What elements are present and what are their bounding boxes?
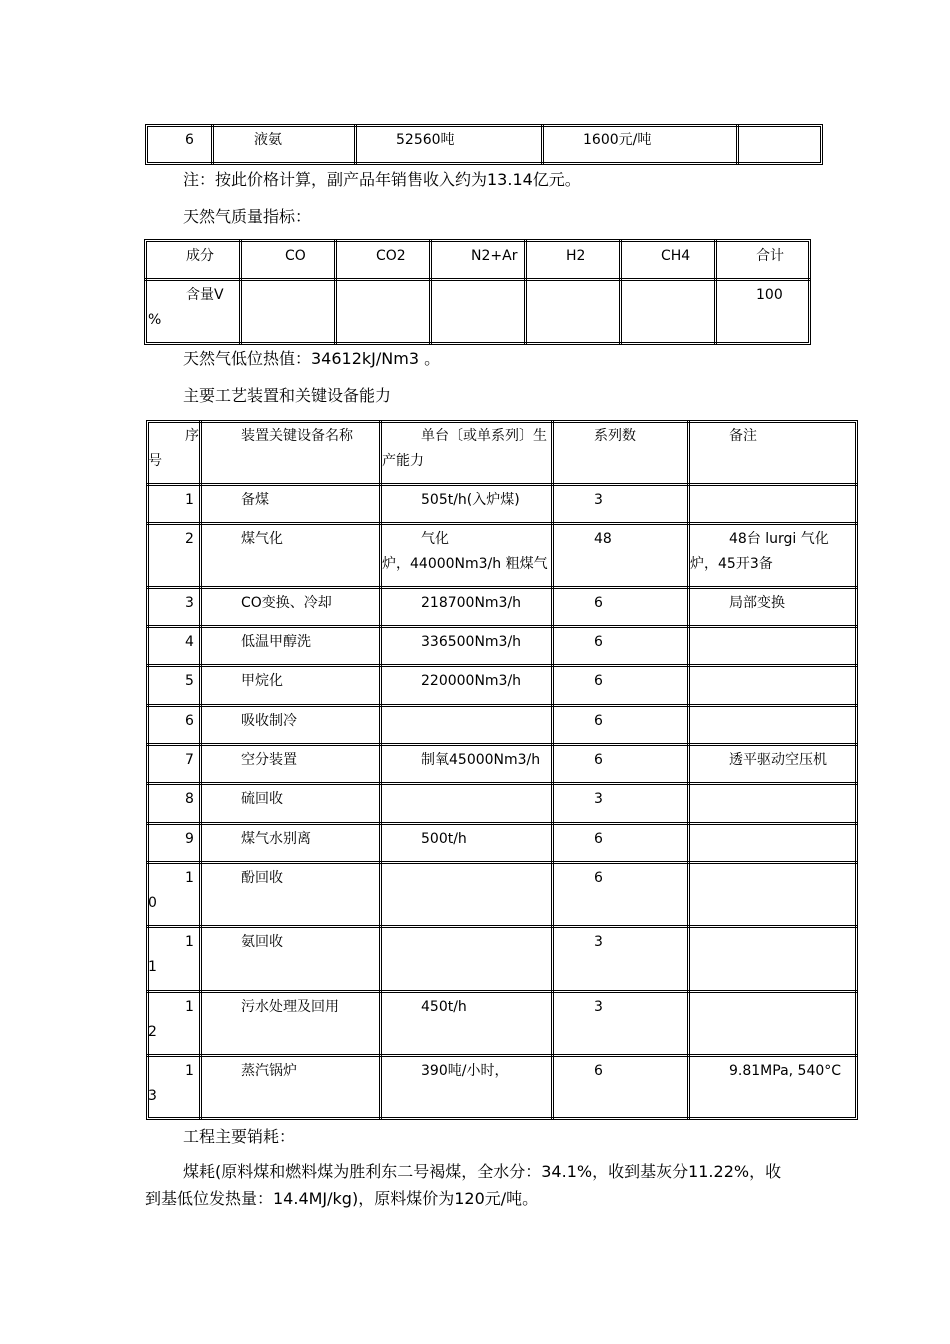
row-seq: 7 (185, 752, 194, 768)
row-name: 酚回收 (241, 870, 283, 886)
gas-table-col-divider (524, 239, 527, 345)
gas-table-col-divider (714, 239, 717, 345)
row-capacity: 218700Nm3/h (421, 595, 522, 611)
gas-header-component: 成分 (186, 248, 214, 264)
gas-table-col-divider (429, 239, 432, 345)
row-series: 6 (594, 673, 603, 689)
row-name: CO变换、冷却 (241, 595, 332, 611)
row-remark: 48台 lurgi 气化 (729, 531, 829, 547)
row-series: 3 (594, 934, 603, 950)
row-series: 6 (594, 752, 603, 768)
gas-header-co2: CO2 (376, 248, 406, 264)
row-capacity: 390吨/小时， (421, 1063, 509, 1079)
gas-quality-title: 天然气质量指标： (183, 207, 312, 226)
row-seq: 1 (185, 934, 194, 950)
product-table-divider (354, 124, 357, 165)
row-series: 6 (594, 831, 603, 847)
gas-total-value: 100 (756, 287, 783, 303)
row-name: 吸收制冷 (241, 713, 297, 729)
row-series: 6 (594, 634, 603, 650)
product-name: 液氨 (254, 132, 282, 148)
product-table-divider (541, 124, 544, 165)
row-seq: 1 (185, 492, 194, 508)
row-seq: 8 (185, 791, 194, 807)
row-name: 煤气水别离 (241, 831, 311, 847)
product-quantity: 52560吨 (396, 132, 455, 148)
row-name: 氨回收 (241, 934, 283, 950)
row-series: 3 (594, 999, 603, 1015)
equipment-row-divider (146, 782, 858, 785)
gas-header-h2: H2 (566, 248, 586, 264)
row-seq: 5 (185, 673, 194, 689)
row-name: 备煤 (241, 492, 269, 508)
row-series: 6 (594, 1063, 603, 1079)
equipment-row-divider (146, 586, 858, 589)
row-name: 蒸汽锅炉 (241, 1063, 297, 1079)
row-remark-cont: 炉，45开3备 (690, 556, 773, 572)
row-capacity: 336500Nm3/h (421, 634, 522, 650)
equipment-row-divider (146, 743, 858, 746)
equipment-col-divider (199, 420, 202, 1120)
header-name: 装置关键设备名称 (241, 428, 353, 444)
header-capacity-cont: 产能力 (382, 453, 424, 469)
row-seq: 4 (185, 634, 194, 650)
row-capacity: 505t/h(入炉煤) (421, 492, 520, 508)
gas-row-label: 含量V (186, 287, 224, 303)
row-series: 6 (594, 595, 603, 611)
header-seq: 序 (185, 428, 199, 444)
row-seq: 1 (185, 999, 194, 1015)
gas-table-row-divider (144, 278, 811, 281)
row-seq: 1 (185, 1063, 194, 1079)
equipment-row-divider (146, 664, 858, 667)
product-table (145, 124, 823, 165)
row-remark: 局部变换 (729, 595, 785, 611)
row-seq-cont: 1 (148, 959, 157, 975)
row-seq: 2 (185, 531, 194, 547)
row-remark: 9.81MPa, 540°C (729, 1063, 842, 1079)
row-name: 硫回收 (241, 791, 283, 807)
row-series: 6 (594, 870, 603, 886)
gas-row-label-unit: % (148, 312, 162, 328)
product-seq: 6 (185, 132, 194, 148)
row-remark: 透平驱动空压机 (729, 752, 827, 768)
gas-header-co: CO (285, 248, 306, 264)
row-capacity: 220000Nm3/h (421, 673, 522, 689)
row-capacity: 450t/h (421, 999, 467, 1015)
row-name: 空分装置 (241, 752, 297, 768)
product-price: 1600元/吨 (583, 132, 652, 148)
row-series: 3 (594, 791, 603, 807)
gas-header-ch4: CH4 (661, 248, 691, 264)
equipment-row-divider (146, 925, 858, 928)
equipment-title: 主要工艺装置和关键设备能力 (183, 386, 392, 405)
equipment-row-divider (146, 522, 858, 525)
gas-table-col-divider (334, 239, 337, 345)
header-capacity: 单台〔或单系列〕生 (421, 428, 547, 444)
row-capacity: 制氧45000Nm3/h (421, 752, 541, 768)
row-seq-cont: 3 (148, 1088, 157, 1104)
equipment-col-divider (687, 420, 690, 1120)
gas-table-col-divider (619, 239, 622, 345)
gas-table-col-divider (239, 239, 242, 345)
equipment-col-divider (551, 420, 554, 1120)
equipment-row-divider (146, 483, 858, 486)
coal-consumption-line2: 到基低位发热量：14.4MJ/kg)，原料煤价为120元/吨。 (145, 1189, 539, 1208)
product-table-divider (211, 124, 214, 165)
row-capacity: 500t/h (421, 831, 467, 847)
row-seq: 9 (185, 831, 194, 847)
row-seq: 6 (185, 713, 194, 729)
equipment-row-divider (146, 822, 858, 825)
consumption-title: 工程主要销耗： (183, 1127, 296, 1146)
row-seq: 1 (185, 870, 194, 886)
header-series: 系列数 (594, 428, 636, 444)
row-seq: 3 (185, 595, 194, 611)
revenue-note: 注：按此价格计算，副产品年销售收入约为13.14亿元。 (183, 170, 581, 189)
row-series: 6 (594, 713, 603, 729)
equipment-row-divider (146, 990, 858, 993)
gas-header-total: 合计 (756, 248, 784, 264)
row-seq-cont: 0 (148, 895, 157, 911)
product-table-divider (736, 124, 739, 165)
row-series: 48 (594, 531, 612, 547)
equipment-row-divider (146, 625, 858, 628)
equipment-row-divider (146, 1054, 858, 1057)
equipment-col-divider (379, 420, 382, 1120)
coal-consumption-line1: 煤耗(原料煤和燃料煤为胜利东二号褐煤，全水分：34.1%，收到基灰分11.22%，收 (183, 1162, 782, 1181)
header-remark: 备注 (729, 428, 757, 444)
equipment-row-divider (146, 861, 858, 864)
row-name: 低温甲醇洗 (241, 634, 311, 650)
row-name: 污水处理及回用 (241, 999, 339, 1015)
gas-heat-value: 天然气低位热值：34612kJ/Nm3 。 (183, 349, 441, 368)
header-seq-cont: 号 (148, 453, 162, 469)
equipment-row-divider (146, 704, 858, 707)
row-name: 煤气化 (241, 531, 283, 547)
gas-header-n2ar: N2+Ar (471, 248, 518, 264)
row-capacity: 气化 (421, 531, 449, 547)
row-seq-cont: 2 (148, 1024, 157, 1040)
row-series: 3 (594, 492, 603, 508)
row-capacity-cont: 炉，44000Nm3/h 粗煤气 (382, 556, 548, 572)
row-name: 甲烷化 (241, 673, 283, 689)
